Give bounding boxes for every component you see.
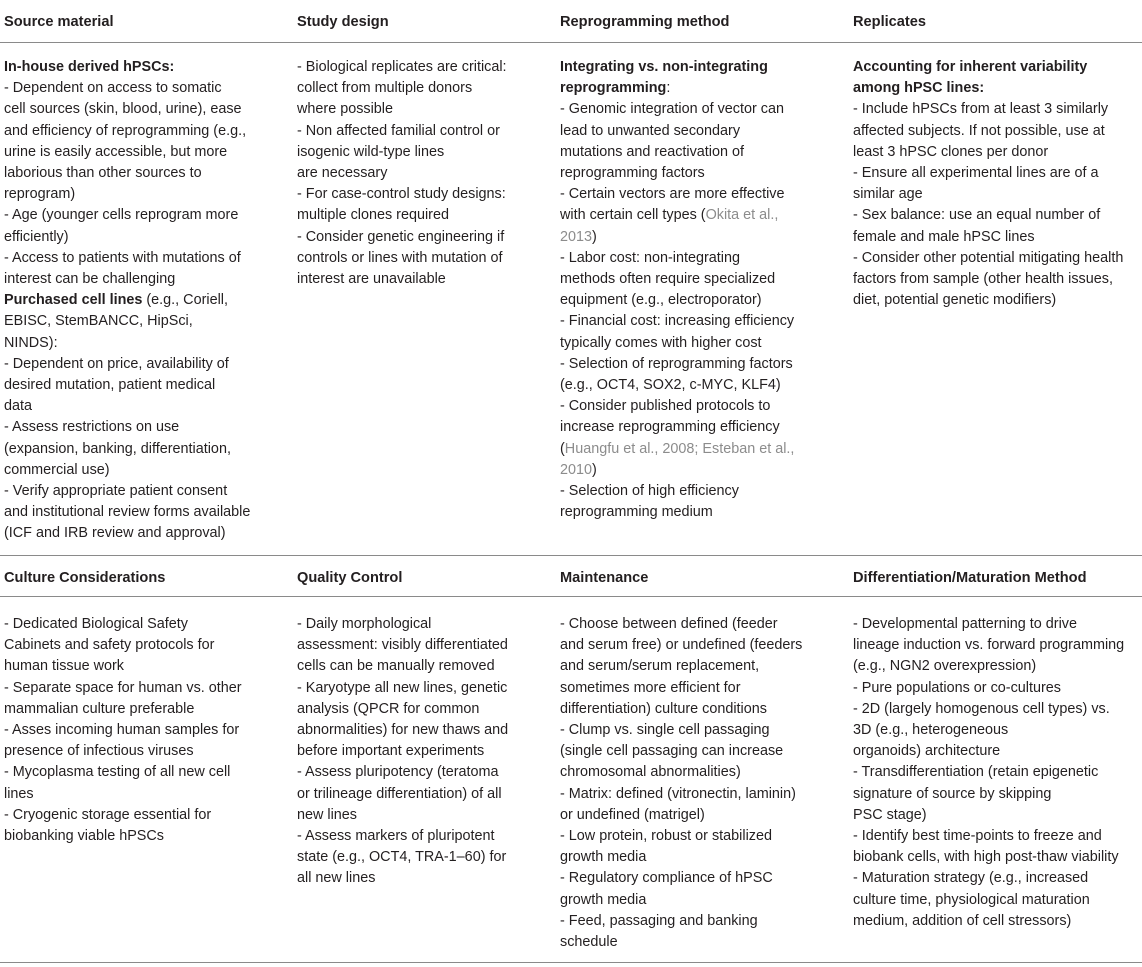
text: where possible xyxy=(297,101,393,118)
cell-line xyxy=(4,78,250,99)
text: mutations and reactivation of xyxy=(560,143,744,160)
cell-line xyxy=(853,290,1123,311)
cell-line xyxy=(560,417,794,438)
text: all new lines xyxy=(297,870,376,887)
bold-text: among hPSC lines: xyxy=(853,80,985,97)
cell-culture-considerations xyxy=(4,614,242,847)
cell-line xyxy=(297,248,507,269)
text: (e.g., OCT4, SOX2, c-MYC, KLF4) xyxy=(560,377,781,394)
text: affected subjects. If not possible, use at xyxy=(853,122,1105,139)
cell-line xyxy=(4,826,242,847)
header-source-material: Source material xyxy=(4,14,114,30)
cell-line xyxy=(4,290,250,311)
text: methods often require specialized xyxy=(560,271,776,288)
text: ( xyxy=(560,440,565,457)
bold-text: Purchased cell lines xyxy=(4,292,143,309)
header-replicates: Replicates xyxy=(853,14,927,30)
text: multiple clones required xyxy=(297,207,449,224)
cell-line xyxy=(853,890,1124,911)
text: cells can be manually removed xyxy=(297,658,495,675)
cell-line xyxy=(560,248,794,269)
cell-line xyxy=(560,396,794,417)
text: chromosomal abnormalities) xyxy=(560,764,741,781)
citation-link[interactable]: 2010 xyxy=(560,461,593,478)
text: - Matrix: defined (vitronectin, laminin) xyxy=(560,785,796,802)
text: - 2D (largely homogenous cell types) vs. xyxy=(853,700,1110,717)
text: : xyxy=(666,80,671,97)
section-divider-rule xyxy=(0,555,1142,556)
table-top-rule xyxy=(0,42,1142,43)
cell-line xyxy=(853,227,1123,248)
text: data xyxy=(4,398,33,415)
text: - Daily morphological xyxy=(297,616,432,632)
cell-line xyxy=(4,678,242,699)
text: (e.g., NGN2 overexpression) xyxy=(853,658,1037,675)
cell-line xyxy=(560,121,794,142)
cell-line xyxy=(560,635,802,656)
cell-line xyxy=(853,205,1123,226)
cell-line xyxy=(297,868,508,889)
cell-line xyxy=(560,439,794,460)
cell-line xyxy=(297,805,508,826)
text: sometimes more efficient for xyxy=(560,679,741,696)
text: abnormalities) for new thaws and xyxy=(297,722,509,739)
text: - Genomic integration of vector can xyxy=(560,101,784,118)
text: - Regulatory compliance of hPSC xyxy=(560,870,773,887)
cell-line xyxy=(853,614,1124,635)
text: interest are unavailable xyxy=(297,271,446,288)
text: - Clump vs. single cell passaging xyxy=(560,722,770,739)
cell-line xyxy=(853,57,1123,78)
text: lineage induction vs. forward programming xyxy=(853,637,1125,654)
text: urine is easily accessible, but more xyxy=(4,143,228,160)
text: lines xyxy=(4,785,34,802)
text: new lines xyxy=(297,806,357,823)
cell-line xyxy=(560,678,802,699)
text: before important experiments xyxy=(297,743,485,760)
cell-line xyxy=(853,635,1124,656)
cell-line xyxy=(853,656,1124,677)
text: (ICF and IRB review and approval) xyxy=(4,525,226,542)
text: (e.g., Coriell, xyxy=(142,292,228,309)
text: Cabinets and safety protocols for xyxy=(4,637,215,654)
cell-line xyxy=(4,460,250,481)
text: - Dependent on access to somatic xyxy=(4,80,222,97)
text: - Consider other potential mitigating health xyxy=(853,249,1124,266)
cell-line xyxy=(4,396,250,417)
cell-line xyxy=(4,333,250,354)
citation-link[interactable]: Okita et al., xyxy=(705,207,779,224)
cell-line xyxy=(853,762,1124,783)
cell-line xyxy=(297,78,507,99)
text: and serum free) or undefined (feeders xyxy=(560,637,803,654)
cell-line xyxy=(853,99,1123,120)
text: equipment (e.g., electroporator) xyxy=(560,292,762,309)
text: analysis (QPCR for common xyxy=(297,700,480,717)
cell-line xyxy=(4,417,250,438)
cell-line xyxy=(853,805,1124,826)
text: - Pure populations or co-cultures xyxy=(853,679,1061,696)
text: interest can be challenging xyxy=(4,271,176,288)
cell-line xyxy=(4,762,242,783)
cell-line xyxy=(4,205,250,226)
cell-line xyxy=(297,227,507,248)
cell-line xyxy=(853,699,1124,720)
bold-text: Integrating vs. non-integrating xyxy=(560,59,768,75)
cell-line xyxy=(4,699,242,720)
text: - Access to patients with mutations of xyxy=(4,249,241,266)
cell-line xyxy=(4,248,250,269)
cell-line xyxy=(297,163,507,184)
cell-line xyxy=(4,720,242,741)
bold-text: In-house derived hPSCs: xyxy=(4,59,175,75)
cell-line xyxy=(4,635,242,656)
cell-line xyxy=(297,121,507,142)
cell-line xyxy=(4,269,250,290)
text: similar age xyxy=(853,186,923,203)
text: - Mycoplasma testing of all new cell xyxy=(4,764,231,781)
cell-line xyxy=(297,720,508,741)
header-differentiation-method: Differentiation/Maturation Method xyxy=(853,570,1087,586)
text: - Sex balance: use an equal number of xyxy=(853,207,1101,224)
cell-line xyxy=(853,142,1123,163)
text: mammalian culture preferable xyxy=(4,700,195,717)
text: - Asses incoming human samples for xyxy=(4,722,240,739)
cell-line xyxy=(853,911,1124,932)
text: - Assess pluripotency (teratoma xyxy=(297,764,499,781)
text: - Age (younger cells reprogram more xyxy=(4,207,239,224)
cell-maintenance xyxy=(560,614,802,953)
bold-text: reprogramming xyxy=(560,80,667,97)
cell-line xyxy=(560,205,794,226)
cell-line xyxy=(297,184,507,205)
cell-line xyxy=(297,678,508,699)
cell-line xyxy=(4,121,250,142)
text: - Consider genetic engineering if xyxy=(297,228,505,245)
cell-line xyxy=(560,805,802,826)
text: - Low protein, robust or stabilized xyxy=(560,828,772,845)
text: organoids) architecture xyxy=(853,743,1001,760)
cell-line xyxy=(560,784,802,805)
text: cell sources (skin, blood, urine), ease xyxy=(4,101,242,118)
cell-line xyxy=(297,741,508,762)
text: - Assess restrictions on use xyxy=(4,419,180,436)
text: collect from multiple donors xyxy=(297,80,473,97)
text: - Maturation strategy (e.g., increased xyxy=(853,870,1089,887)
cell-line xyxy=(560,184,794,205)
text: diet, potential genetic modifiers) xyxy=(853,292,1057,309)
cell-line xyxy=(4,481,250,502)
text: increase reprogramming efficiency xyxy=(560,419,780,436)
cell-quality-control xyxy=(297,614,508,890)
text: - Dependent on price, availability of xyxy=(4,355,229,372)
cell-line xyxy=(4,57,250,78)
cell-line xyxy=(297,762,508,783)
cell-source-material xyxy=(4,57,250,545)
cell-line xyxy=(853,163,1123,184)
citation-link[interactable]: Huangfu et al., 2008; Esteban et al., xyxy=(564,440,795,457)
text: female and male hPSC lines xyxy=(853,228,1035,245)
text: EBISC, StemBANCC, HipSci, xyxy=(4,313,193,330)
text: - Transdifferentiation (retain epigenetic xyxy=(853,764,1099,781)
cell-line xyxy=(560,460,794,481)
cell-line xyxy=(560,333,794,354)
cell-line xyxy=(560,614,802,635)
cell-line xyxy=(4,614,242,635)
text: - Separate space for human vs. other xyxy=(4,679,242,696)
cell-line xyxy=(297,656,508,677)
cell-line xyxy=(853,678,1124,699)
text: - Identify best time-points to freeze and xyxy=(853,828,1102,845)
text: ) xyxy=(592,461,597,478)
cell-line xyxy=(560,890,802,911)
cell-line xyxy=(560,375,794,396)
cell-line xyxy=(560,826,802,847)
text: commercial use) xyxy=(4,461,110,478)
text: typically comes with higher cost xyxy=(560,334,762,351)
text: - Cryogenic storage essential for xyxy=(4,806,212,823)
cell-line xyxy=(560,142,794,163)
cell-line xyxy=(4,784,242,805)
cell-line xyxy=(853,826,1124,847)
cell-line xyxy=(297,614,508,635)
cell-line xyxy=(560,911,802,932)
cell-line xyxy=(4,163,250,184)
text: - Ensure all experimental lines are of a xyxy=(853,165,1099,182)
text: - Selection of reprogramming factors xyxy=(560,355,793,372)
text: - Labor cost: non-integrating xyxy=(560,249,740,266)
cell-line xyxy=(4,805,242,826)
cell-line xyxy=(560,847,802,868)
cell-line xyxy=(560,481,794,502)
text: isogenic wild-type lines xyxy=(297,143,445,160)
text: NINDS): xyxy=(4,334,58,351)
cell-line xyxy=(4,99,250,120)
cell-line xyxy=(297,826,508,847)
text: are necessary xyxy=(297,165,388,182)
cell-line xyxy=(560,932,802,953)
cell-line xyxy=(853,720,1124,741)
cell-line xyxy=(853,847,1124,868)
text: human tissue work xyxy=(4,658,124,675)
cell-line xyxy=(297,205,507,226)
cell-line xyxy=(560,311,794,332)
cell-line xyxy=(4,523,250,544)
text: controls or lines with mutation of xyxy=(297,249,503,266)
text: - Selection of high efficiency xyxy=(560,483,739,500)
cell-line xyxy=(4,375,250,396)
cell-line xyxy=(560,269,794,290)
cell-line xyxy=(560,868,802,889)
cell-line xyxy=(560,78,794,99)
cell-line xyxy=(4,184,250,205)
cell-replicates xyxy=(853,57,1123,311)
cell-line xyxy=(560,57,794,78)
text: or undefined (matrigel) xyxy=(560,806,705,823)
text: - Developmental patterning to drive xyxy=(853,616,1077,632)
text: reprogramming factors xyxy=(560,165,705,182)
cell-line xyxy=(297,635,508,656)
text: - Choose between defined (feeder xyxy=(560,616,778,632)
cell-line xyxy=(853,78,1123,99)
cell-line xyxy=(560,99,794,120)
cell-line xyxy=(560,741,802,762)
text: differentiation) culture conditions xyxy=(560,700,767,717)
text: - Karyotype all new lines, genetic xyxy=(297,679,508,696)
cell-line xyxy=(853,741,1124,762)
text: biobank cells, with high post-thaw viability xyxy=(853,849,1119,866)
text: reprogramming medium xyxy=(560,504,713,521)
text: growth media xyxy=(560,891,647,908)
text: - Assess markers of pluripotent xyxy=(297,828,495,845)
cell-line xyxy=(4,502,250,523)
cell-line xyxy=(560,762,802,783)
cell-line xyxy=(560,502,794,523)
cell-line xyxy=(297,57,507,78)
header-reprogramming-method: Reprogramming method xyxy=(560,14,730,30)
text: state (e.g., OCT4, TRA-1–60) for xyxy=(297,849,507,866)
text: growth media xyxy=(560,849,647,866)
text: - Biological replicates are critical: xyxy=(297,59,507,75)
text: - For case-control study designs: xyxy=(297,186,506,203)
text: - Feed, passaging and banking xyxy=(560,912,758,929)
cell-line xyxy=(297,142,507,163)
text: - Non affected familial control or xyxy=(297,122,500,139)
text: desired mutation, patient medical xyxy=(4,377,216,394)
text: - Consider published protocols to xyxy=(560,398,771,415)
cell-line xyxy=(297,847,508,868)
text: 3D (e.g., heterogeneous xyxy=(853,722,1009,739)
cell-line xyxy=(297,269,507,290)
cell-line xyxy=(4,354,250,375)
text: and efficiency of reprogramming (e.g., xyxy=(4,122,247,139)
table-end-rule xyxy=(0,962,1142,963)
cell-line xyxy=(560,720,802,741)
cell-line xyxy=(560,163,794,184)
text: signature of source by skipping xyxy=(853,785,1052,802)
header-study-design: Study design xyxy=(297,14,389,30)
text: assessment: visibly differentiated xyxy=(297,637,508,654)
text: and institutional review forms available xyxy=(4,504,251,521)
text: or trilineage differentiation) of all xyxy=(297,785,502,802)
cell-line xyxy=(4,311,250,332)
cell-line xyxy=(297,699,508,720)
cell-line xyxy=(853,269,1123,290)
cell-line xyxy=(4,439,250,460)
cell-study-design xyxy=(297,57,507,290)
text: ) xyxy=(592,228,597,245)
text: culture time, physiological maturation xyxy=(853,891,1090,908)
bold-text: Accounting for inherent variability xyxy=(853,59,1088,75)
text: (expansion, banking, differentiation, xyxy=(4,440,231,457)
cell-line xyxy=(560,699,802,720)
text: biobanking viable hPSCs xyxy=(4,828,164,845)
text: and serum/serum replacement, xyxy=(560,658,760,675)
cell-line xyxy=(853,248,1123,269)
text: medium, addition of cell stressors) xyxy=(853,912,1072,929)
text: schedule xyxy=(560,934,618,951)
text: PSC stage) xyxy=(853,806,927,823)
cell-line xyxy=(4,741,242,762)
text: laborious than other sources to xyxy=(4,165,202,182)
cell-line xyxy=(560,290,794,311)
cell-line xyxy=(560,656,802,677)
text: (single cell passaging can increase xyxy=(560,743,784,760)
cell-line xyxy=(560,227,794,248)
text: - Certain vectors are more effective xyxy=(560,186,785,203)
text: - Include hPSCs from at least 3 similarly xyxy=(853,101,1109,118)
cell-line xyxy=(4,142,250,163)
header-quality-control: Quality Control xyxy=(297,570,403,586)
cell-line xyxy=(4,227,250,248)
text: efficiently) xyxy=(4,228,69,245)
text: factors from sample (other health issues, xyxy=(853,271,1113,288)
text: least 3 hPSC clones per donor xyxy=(853,143,1049,160)
cell-reprogramming-method xyxy=(560,57,794,523)
header-culture-considerations: Culture Considerations xyxy=(4,570,166,586)
cell-line xyxy=(853,184,1123,205)
cell-line xyxy=(853,784,1124,805)
cell-line xyxy=(297,784,508,805)
cell-line xyxy=(853,868,1124,889)
text: reprogram) xyxy=(4,186,76,203)
text: - Verify appropriate patient consent xyxy=(4,483,228,500)
cell-line xyxy=(560,354,794,375)
table-bottom-rule xyxy=(0,596,1142,597)
text: presence of infectious viruses xyxy=(4,743,194,760)
cell-line xyxy=(297,99,507,120)
citation-link[interactable]: 2013 xyxy=(560,228,593,245)
cell-line xyxy=(853,121,1123,142)
text: - Financial cost: increasing efficiency xyxy=(560,313,795,330)
cell-line xyxy=(4,656,242,677)
cell-differentiation-method xyxy=(853,614,1124,932)
header-maintenance: Maintenance xyxy=(560,570,649,586)
text: - Dedicated Biological Safety xyxy=(4,616,188,632)
text: with certain cell types ( xyxy=(560,207,706,224)
text: lead to unwanted secondary xyxy=(560,122,741,139)
